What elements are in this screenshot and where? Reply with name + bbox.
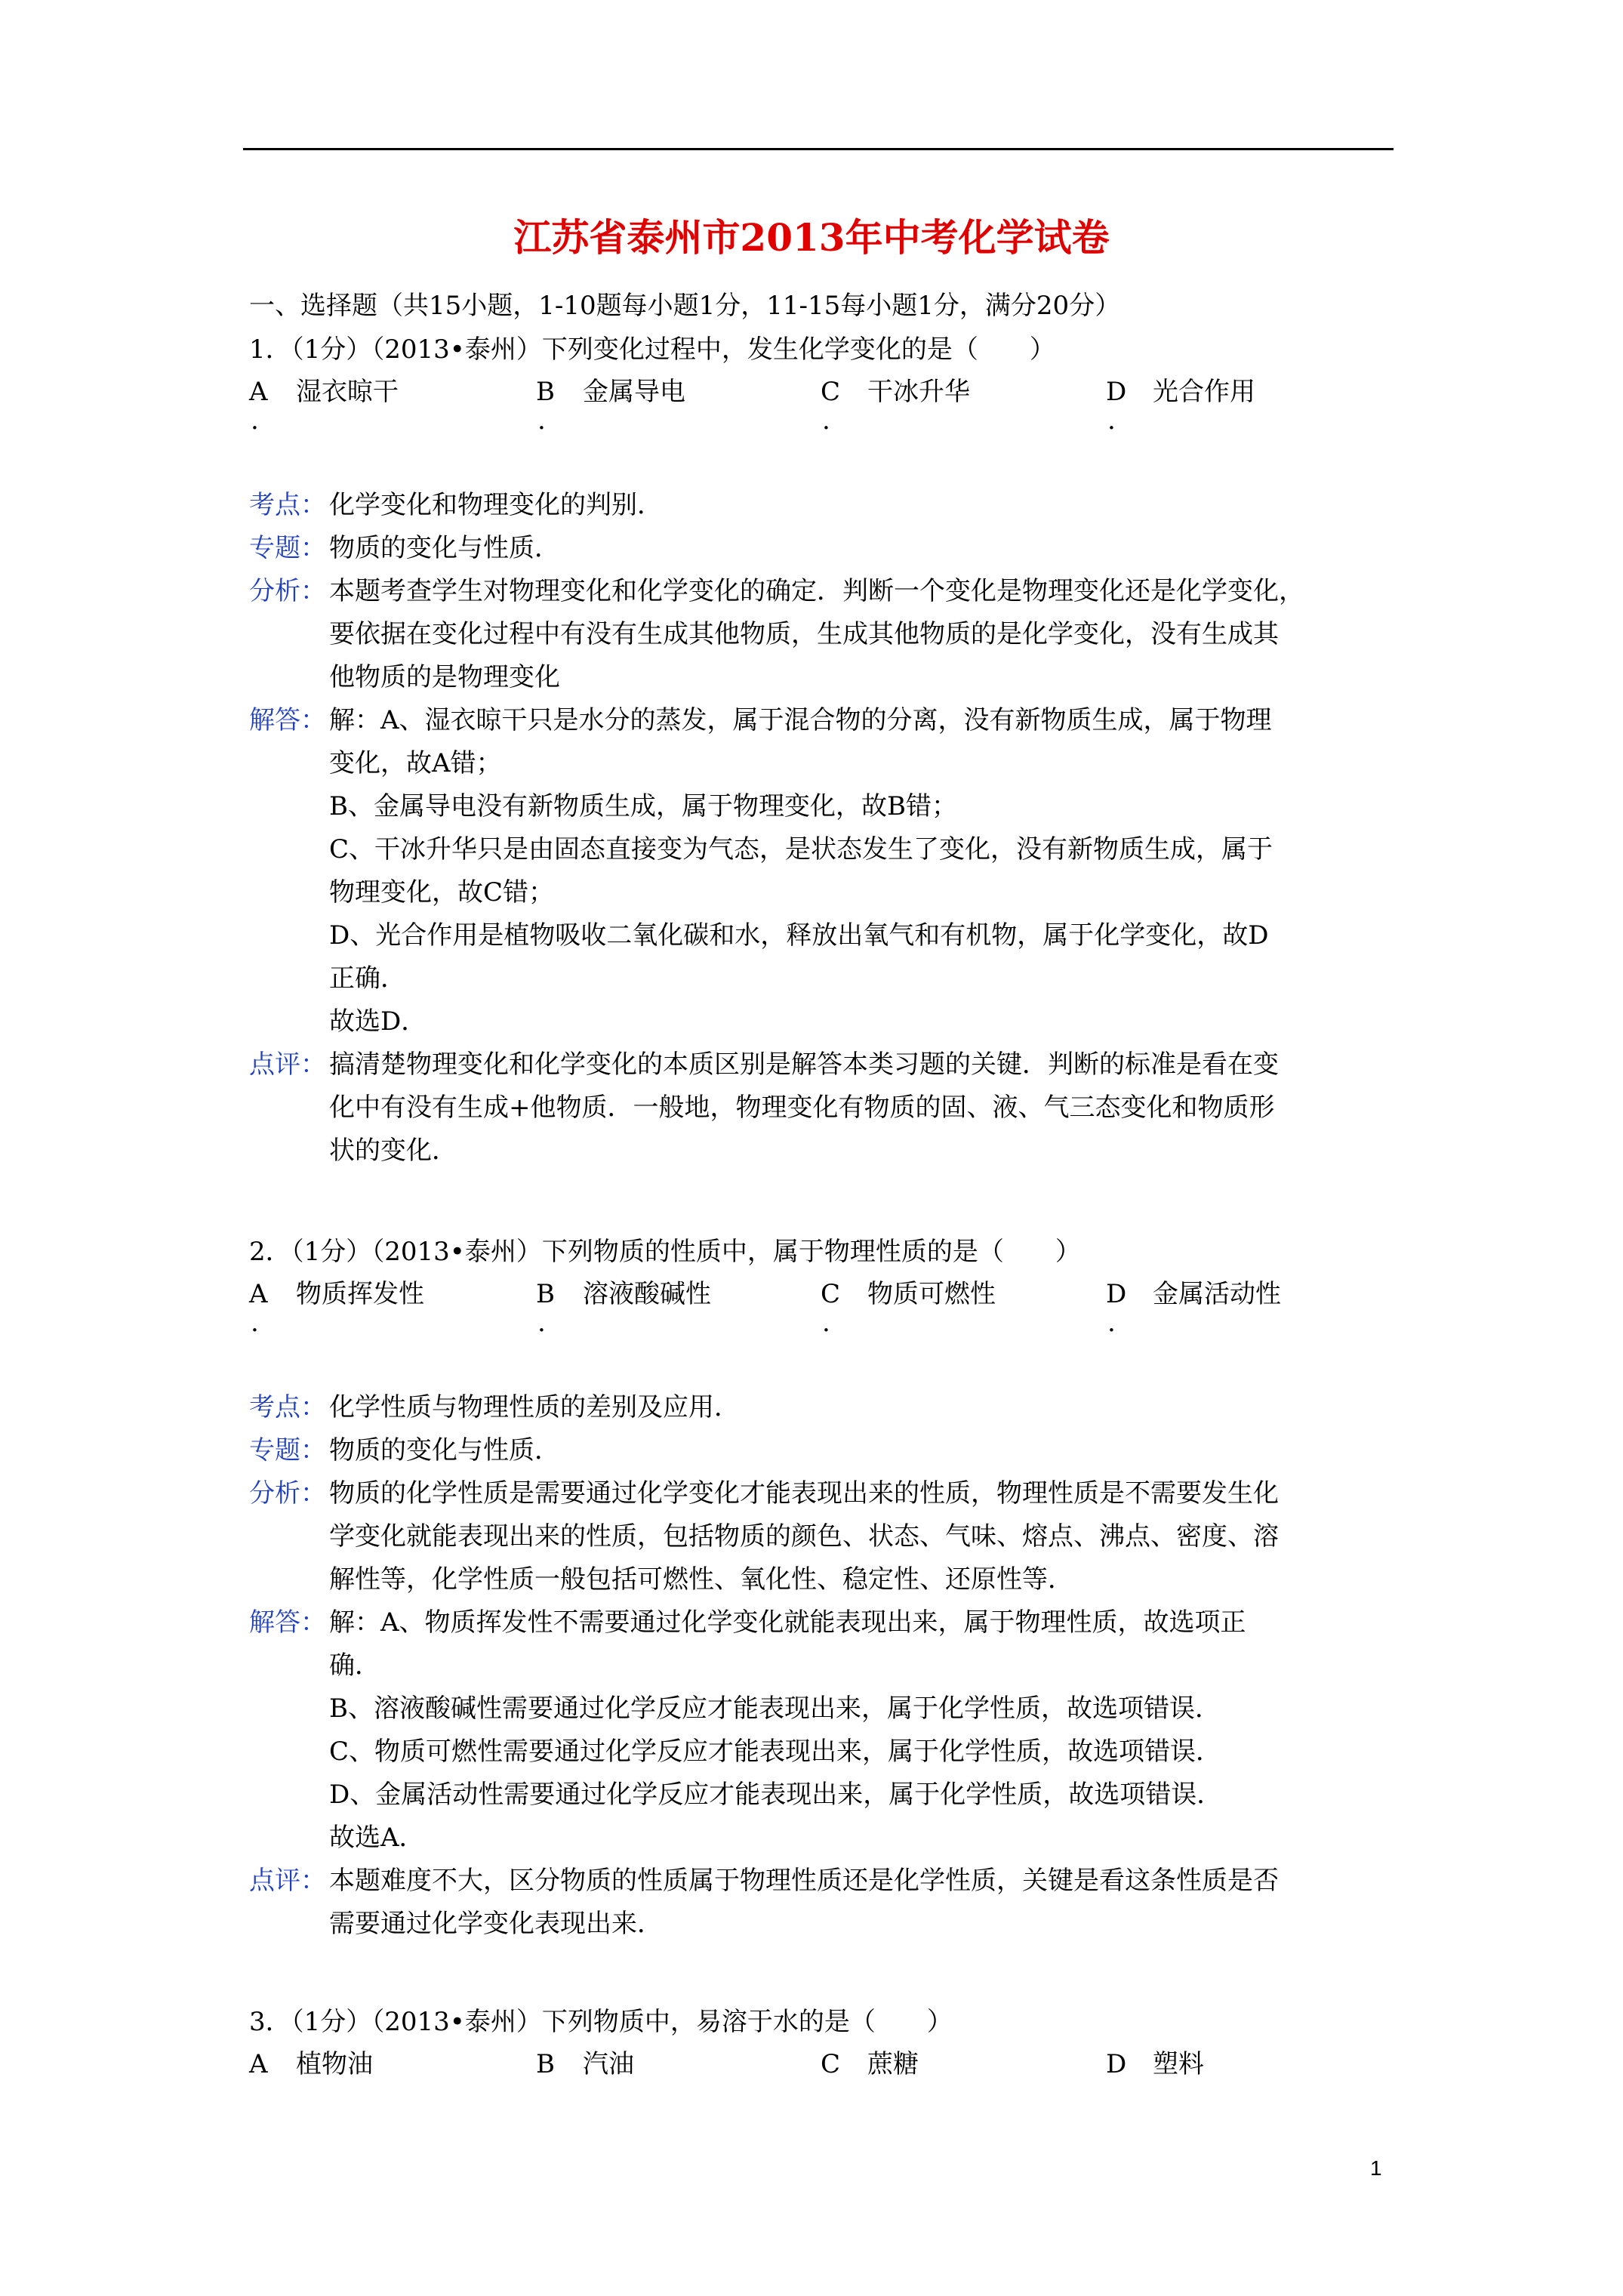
fenxi-row: 分析： 本题考查学生对物理变化和化学变化的确定．判断一个变化是物理变化还是化学变化， 要依据在变化过程中有没有生成其他物质，生成其他物质的是化学变化，没有生成其 他物质的是物理变化 xyxy=(249,570,1404,699)
question-stem: 1．（1分）（2013•泰州）下列变化过程中，发生化学变化的是（ ） xyxy=(249,334,1055,365)
options-row xyxy=(249,371,1404,445)
page-number: 1 xyxy=(1370,2156,1382,2180)
option-a: A 湿衣晾干 . xyxy=(249,377,399,436)
option-c: C 蔗糖 xyxy=(821,2049,919,2079)
kaodian-label: 考点： xyxy=(249,1392,326,1422)
option-d: D 光合作用 . xyxy=(1106,377,1255,436)
kaodian-label: 考点： xyxy=(249,490,326,520)
zhuanti-label: 专题： xyxy=(249,533,326,563)
zhuanti-row: 专题： 物质的变化与性质． xyxy=(249,1429,1404,1472)
jieda-label: 解答： xyxy=(249,705,326,735)
section-heading: 一、选择题（共15小题，1-10题每小题1分，11-15每小题1分，满分20分） xyxy=(249,291,1121,321)
fenxi-label: 分析： xyxy=(249,576,326,606)
jieda-label: 解答： xyxy=(249,1607,326,1638)
dianping-row: 点评： 本题难度不大，区分物质的性质属于物理性质还是化学性质，关键是看这条性质是否 需要通过化学变化表现出来． xyxy=(249,1860,1404,1946)
question-stem: 2．（1分）（2013•泰州）下列物质的性质中，属于物理性质的是（ ） xyxy=(249,1237,1081,1267)
analysis-block xyxy=(249,1386,1404,1946)
analysis-block xyxy=(249,484,1404,1173)
kaodian-row: 考点： 化学性质与物理性质的差别及应用． xyxy=(249,1386,1404,1429)
header-rule xyxy=(243,148,1394,150)
dianping-label: 点评： xyxy=(249,1866,326,1896)
option-d: D 金属活动性 . xyxy=(1106,1279,1281,1338)
option-a: A 植物油 xyxy=(249,2049,373,2079)
fenxi-label: 分析： xyxy=(249,1478,326,1509)
dianping-label: 点评： xyxy=(249,1049,326,1080)
zhuanti-label: 专题： xyxy=(249,1435,326,1465)
jieda-row: 解答： 解：A、湿衣晾干只是水分的蒸发，属于混合物的分离，没有新物质生成，属于物理 变化，故A错； B、金属导电没有新物质生成，属于物理变化，故B错； C、干冰升华只是由固态直接变为气态，是状态发生了变化，没有新物质生成，属于 物理变化，故C错； D、光合作用是植物吸收二氧化碳和水，释放出氧气和有机物，属于化学变化，故D 正确． 故选D． xyxy=(249,699,1404,1043)
fenxi-row: 分析： 物质的化学性质是需要通过化学变化才能表现出来的性质，物理性质是不需要发生化 学变化就能表现出来的性质，包括物质的颜色、状态、气味、熔点、沸点、密度、溶 解性等，化学性质一般包括可燃性、氧化性、稳定性、还原性等． xyxy=(249,1472,1404,1601)
question-2 xyxy=(249,1231,1404,1946)
option-a: A 物质挥发性 . xyxy=(249,1279,424,1338)
kaodian-row: 考点： 化学变化和物理变化的判别． xyxy=(249,484,1404,527)
option-c: C 物质可燃性 . xyxy=(821,1279,996,1338)
question-stem: 3．（1分）（2013•泰州）下列物质中，易溶于水的是（ ） xyxy=(249,2007,953,2037)
exam-title: 江苏省泰州市2013年中考化学试卷 xyxy=(513,215,1110,260)
options-row xyxy=(249,1273,1404,1347)
option-b: B 金属导电 . xyxy=(536,377,685,436)
question-3 xyxy=(249,2001,1404,2088)
question-1 xyxy=(249,328,1404,1173)
option-b: B 汽油 xyxy=(536,2049,634,2079)
dianping-row: 点评： 搞清楚物理变化和化学变化的本质区别是解答本类习题的关键．判断的标准是看在变 化中有没有生成+他物质．一般地，物理变化有物质的固、液、气三态变化和物质形 状的变化． xyxy=(249,1043,1404,1173)
zhuanti-row: 专题： 物质的变化与性质． xyxy=(249,527,1404,570)
options-row xyxy=(249,2043,1404,2088)
option-d: D 塑料 xyxy=(1106,2049,1204,2079)
option-b: B 溶液酸碱性 . xyxy=(536,1279,711,1338)
option-c: C 干冰升华 . xyxy=(821,377,970,436)
jieda-row: 解答： 解：A、物质挥发性不需要通过化学变化就能表现出来，属于物理性质，故选项正 确． B、溶液酸碱性需要通过化学反应才能表现出来，属于化学性质，故选项错误． C、物质可燃性需要通过化学反应才能表现出来，属于化学性质，故选项错误． D、金属活动性需要通过化学反应才能表现出来，属于化学性质，故选项错误． 故选A． xyxy=(249,1601,1404,1860)
